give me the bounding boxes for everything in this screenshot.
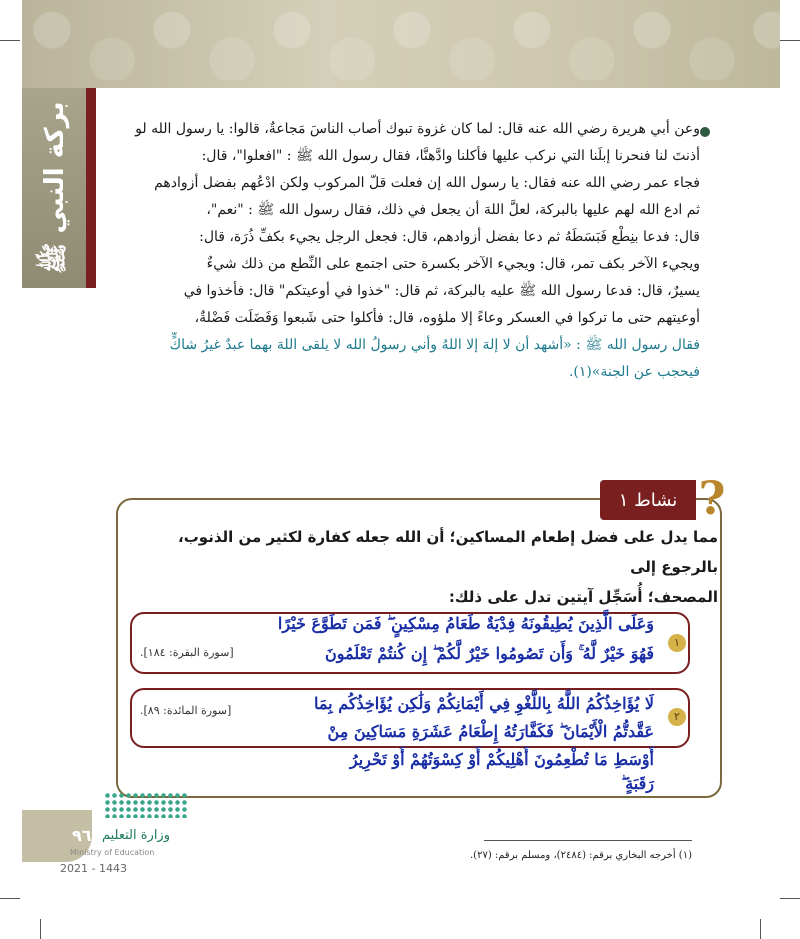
paragraph-line: وعن أبي هريرة رضي الله عنه قال: لما كان غزوة تبوك أصاب الناسَ مَجاعةٌ، قالوا: يا رسول الله لو [135, 121, 700, 137]
verse-number: ٢ [668, 708, 686, 726]
edition-year: 2021 - 1443 [60, 862, 127, 875]
crop-mark [0, 898, 20, 899]
ministry-logo-icon [104, 792, 188, 818]
side-accent-bar [86, 88, 96, 288]
crop-mark [760, 919, 761, 939]
verse-line: أَوْسَطِ مَا تُطْعِمُونَ أَهْلِيكُمْ أَوْ كِسْوَتُهُمْ أَوْ تَحْرِيرُ [349, 750, 654, 769]
footnote-divider [484, 840, 692, 841]
header-banner [22, 0, 780, 88]
activity-line: مما يدل على فضل إطعام المساكين؛ أن الله جعله كفارة لكثير من الذنوب، بالرجوع إلى [178, 528, 718, 576]
question-icon: ? [698, 471, 726, 525]
activity-line: المصحف؛ أُسَجِّل آيتين تدل على ذلك: [448, 588, 718, 606]
verse-line: رَقَبَةٍ ۖ [621, 774, 654, 793]
ministry-name: وزارة التعليم [101, 828, 170, 843]
hadith-paragraph [100, 116, 700, 386]
activity-label: نشاط ١ [600, 480, 696, 520]
crop-mark [40, 919, 41, 939]
footnote: (١) أخرجه البخاري برقم: (٢٤٨٤)، ومسلم برقم: (٢٧). [469, 850, 692, 861]
paragraph-line: فقال رسول الله ﷺ : «أشهد أن لا إلهَ إلا اللهُ وأني رسولُ الله لا يلقى اللهَ بهما عبدٌ غيرُ شاكٍّ [169, 337, 700, 353]
paragraph-line: ويجيء الآخر بكف تمر، قال: ويجيء الآخر بكسرة حتى اجتمع على النِّطع من ذلك شيءٌ [206, 256, 700, 272]
activity-prompt [128, 522, 718, 612]
ministry-name-en: Ministry of Education [70, 848, 155, 857]
paragraph-line: فجاء عمر رضي الله عنه فقال: يا رسول الله إن فعلت قلّ المركوب ولكن ادْعُهم بفضل أزوادهم [154, 175, 700, 191]
verse-line: وَعَلَى الَّذِينَ يُطِيقُونَهُ فِدْيَةٌ طَعَامُ مِسْكِينٍ ۖ فَمَن تَطَوَّعَ خَيْرًا [277, 614, 654, 633]
paragraph-line: أذنتَ لنا فنحرنا إبلَنا التي نركب عليها فأكلنا وادَّهنَّا، فقال رسول الله ﷺ : "افعلوا"، قال: [201, 148, 700, 164]
verse-line: فَهُوَ خَيْرٌ لَّهُ ۚ وَأَن تَصُومُوا خَيْرٌ لَّكُمْ ۖ إِن كُنتُمْ تَعْلَمُونَ [325, 644, 654, 663]
chapter-title: بركة النبي ﷺ [40, 101, 70, 274]
crop-mark [780, 898, 800, 899]
bullet-icon [700, 127, 710, 137]
page-number: ٩٦ [72, 826, 92, 845]
verse-line: عَقَّدتُّمُ الْأَيْمَانَ ۖ فَكَفَّارَتُهُ إِطْعَامُ عَشَرَةِ مَسَاكِينَ مِنْ [327, 722, 654, 741]
verse-line: لَا يُؤَاخِذُكُمُ اللَّهُ بِاللَّغْوِ فِي أَيْمَانِكُمْ وَلَٰكِن يُؤَاخِذُكُم بِمَا [314, 694, 654, 713]
paragraph-line: أوعيتهم حتى ما تركوا في العسكر وعاءً إلا ملؤوه، قال: فأكلوا حتى شَبعوا وَفَضَلَت فَضْلةٌ، [194, 310, 700, 326]
paragraph-line: يسيرٌ، قال: فدعا رسول الله ﷺ عليه بالبركة، ثم قال: "خذوا في أوعيتكم" قال: فأخذوا في [183, 283, 700, 299]
paragraph-line: قال: فدعا بنِطْع فَبَسَطَهُ ثم دعا بفضل أزوادهم، قال: فجعل الرجل يجيء بكفِّ ذُرَة، قال: [199, 229, 700, 245]
paragraph-line: ثم ادع الله لهم عليها بالبركة، لعلَّ اللهَ أن يجعل في ذلك، فقال رسول الله ﷺ : "نعم"، [206, 202, 700, 218]
crop-mark [0, 40, 20, 41]
paragraph-line: فيحجب عن الجنة»(١). [568, 364, 700, 380]
crop-mark [780, 40, 800, 41]
verse-number: ١ [668, 634, 686, 652]
surah-reference: [سورة المائدة: ٨٩]. [140, 704, 232, 717]
surah-reference: [سورة البقرة: ١٨٤]. [140, 646, 234, 659]
